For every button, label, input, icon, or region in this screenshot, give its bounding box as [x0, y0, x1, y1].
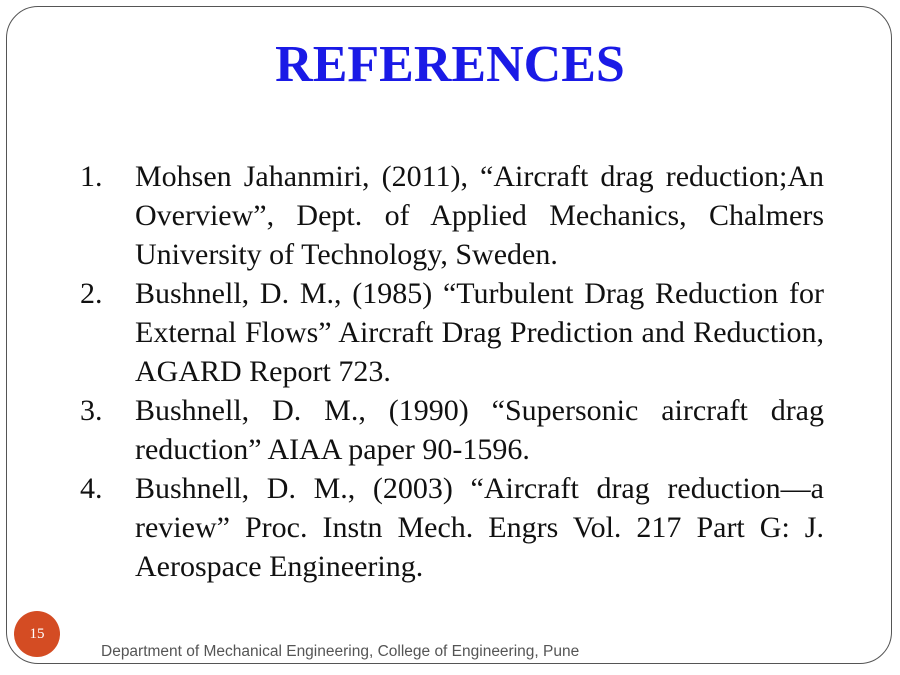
reference-number: 1.: [80, 160, 103, 193]
reference-number: 2.: [80, 277, 103, 310]
reference-list: [80, 157, 824, 586]
reference-number: 3.: [80, 394, 103, 427]
reference-item-4: [80, 469, 824, 586]
reference-text: Mohsen Jahanmiri, (2011), “Aircraft drag reduction;An Overview”, Dept. of Applied Mechanics, Chalmers University of Technology, Sweden.: [135, 160, 824, 271]
slide-title: REFERENCES: [275, 36, 625, 93]
reference-text: Bushnell, D. M., (2003) “Aircraft drag reduction—a review” Proc. Instn Mech. Engrs Vol. 217 Part G: J. Aerospace Engineering.: [135, 472, 824, 583]
reference-text: Bushnell, D. M., (1990) “Supersonic aircraft drag reduction” AIAA paper 90-1596.: [135, 394, 824, 466]
reference-item-2: [80, 274, 824, 391]
reference-text: Bushnell, D. M., (1985) “Turbulent Drag Reduction for External Flows” Aircraft Drag Prediction and Reduction, AGARD Report 723.: [135, 277, 824, 388]
reference-item-3: [80, 391, 824, 469]
reference-number: 4.: [80, 472, 103, 505]
page-number-badge: 15: [14, 611, 60, 657]
reference-item-1: [80, 157, 824, 274]
footer-text: Department of Mechanical Engineering, College of Engineering, Pune: [101, 643, 580, 660]
